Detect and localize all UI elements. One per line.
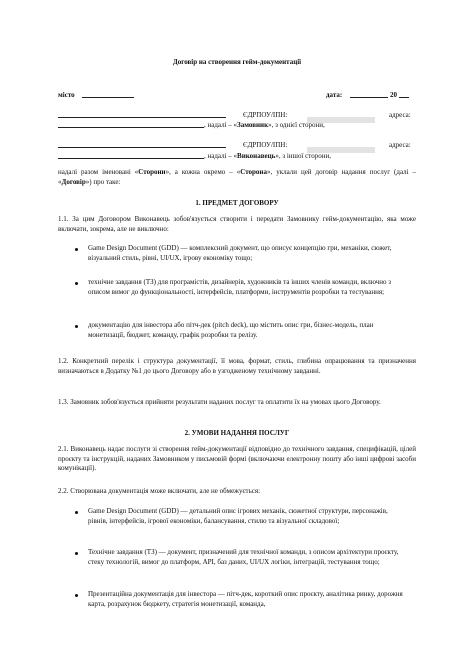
section1-heading: 1. ПРЕДМЕТ ДОГОВОРУ — [195, 199, 279, 207]
clause-2-1: 2.1. Виконавець надає послуги зі створення гейм-документації відповідно до технічного завдання, специфікацій, цілей проєкту та інструкцій, наданих Замовником у письмовій формі (включаючи електронну пошту або інші цифрові засоби комунікації). — [58, 445, 416, 472]
year-field[interactable] — [399, 97, 409, 98]
clause-1-3: 1.3. Замовник зобов'язується прийняти результати наданих послуг та оплатити їх на умовах цього Договору. — [58, 398, 381, 406]
section2-list-item: Game Design Document (GDD) — детальний опис ігрових механік, сюжетної структури, персонажів, рівнів, інтерфейсів, ігрової економіки, балансування, стилю та візуальної складової; — [88, 507, 388, 525]
bullet-icon — [75, 325, 78, 328]
party2-address-label: адреса: — [389, 141, 411, 149]
date-label: дата: — [326, 91, 343, 99]
clause-2-2: 2.2. Створювана документація може включати, але не обмежується: — [58, 487, 261, 495]
party2-name-field[interactable] — [58, 147, 226, 148]
party1-role: Замовник — [237, 121, 269, 129]
party1-role-line: , надалі – «Замовник», з однієї сторони, — [204, 121, 325, 129]
clause-1-2: 1.2. Конкретний перелік і структура документації, її мова, формат, стиль, глибина опрацювання та призначення визначаються в Додатку №1 до цього Договору або в узгодженому технічному завданні. — [58, 357, 416, 375]
party2-role-line: , надалі – «Виконавець», з іншої сторони, — [204, 152, 331, 160]
section1-list-item: технічне завдання (ТЗ) для програмістів, дизайнерів, художників та інших членів команди, включно з описом вимог до функціональності, інтерфейсів, платформи, інструментів розробки та тестування; — [88, 278, 392, 296]
clause-1-1: 1.1. За цим Договором Виконавець зобов'язується створити і передати Замовнику гейм-документацію, яка може включати, зокрема, але не виключно: — [58, 215, 416, 233]
document-title: Договір на створення гейм-документації — [172, 58, 302, 66]
year-prefix: 20 — [390, 91, 397, 99]
section1-list-item: документацію для інвестора або пітч-дек (pitch deck), що містить опис гри, бізнес-модель, план монетизації, бюджет, команду, графік розробки та релізу. — [88, 321, 374, 339]
party2-address-field[interactable] — [58, 158, 204, 159]
bullet-icon — [75, 248, 78, 251]
section2-list-item: Презентаційна документація для інвестора — пітч-дек, короткий опис проєкту, аналітика ринку, дорожня карта, розрахунок бюджету, стратегія монетизації, команда, — [88, 590, 403, 608]
city-field[interactable] — [82, 97, 134, 98]
section2-heading: 2. УМОВИ НАДАННЯ ПОСЛУГ — [184, 429, 290, 437]
date-field[interactable] — [350, 97, 388, 98]
bullet-icon — [75, 282, 78, 285]
bullet-icon — [75, 552, 78, 555]
party1-address-field[interactable] — [58, 127, 204, 128]
party2-edrpou-label: ЄДРПОУ/ІПН: — [243, 141, 288, 149]
section1-list-item: Game Design Document (GDD) — комплексний документ, що описує концепцію гри, механіки, сюжет, візуальний стиль, рівні, UI/UX, ігрову економіку тощо; — [88, 244, 392, 262]
bullet-icon — [75, 511, 78, 514]
bullet-icon — [75, 594, 78, 597]
party1-address-label: адреса: — [389, 111, 411, 119]
section2-list-item: Технічне завдання (ТЗ) — документ, призначений для технічної команди, з описом архітектури проєкту, стеку технологій, вимог до платформ, API, баз даних, UI/UX логіки, інтеграцій, тестування тощо; — [88, 548, 399, 566]
city-label: місто — [58, 91, 75, 99]
party1-name-field[interactable] — [58, 117, 226, 118]
intro-paragraph: надалі разом іменовані «Сторони», а кожна окремо – «Сторона», уклали цей договір надання послуг (далі – «Договір») про таке: — [58, 168, 417, 186]
party2-role: Виконавець — [237, 152, 276, 160]
party1-edrpou-label: ЄДРПОУ/ІПН: — [243, 111, 288, 119]
